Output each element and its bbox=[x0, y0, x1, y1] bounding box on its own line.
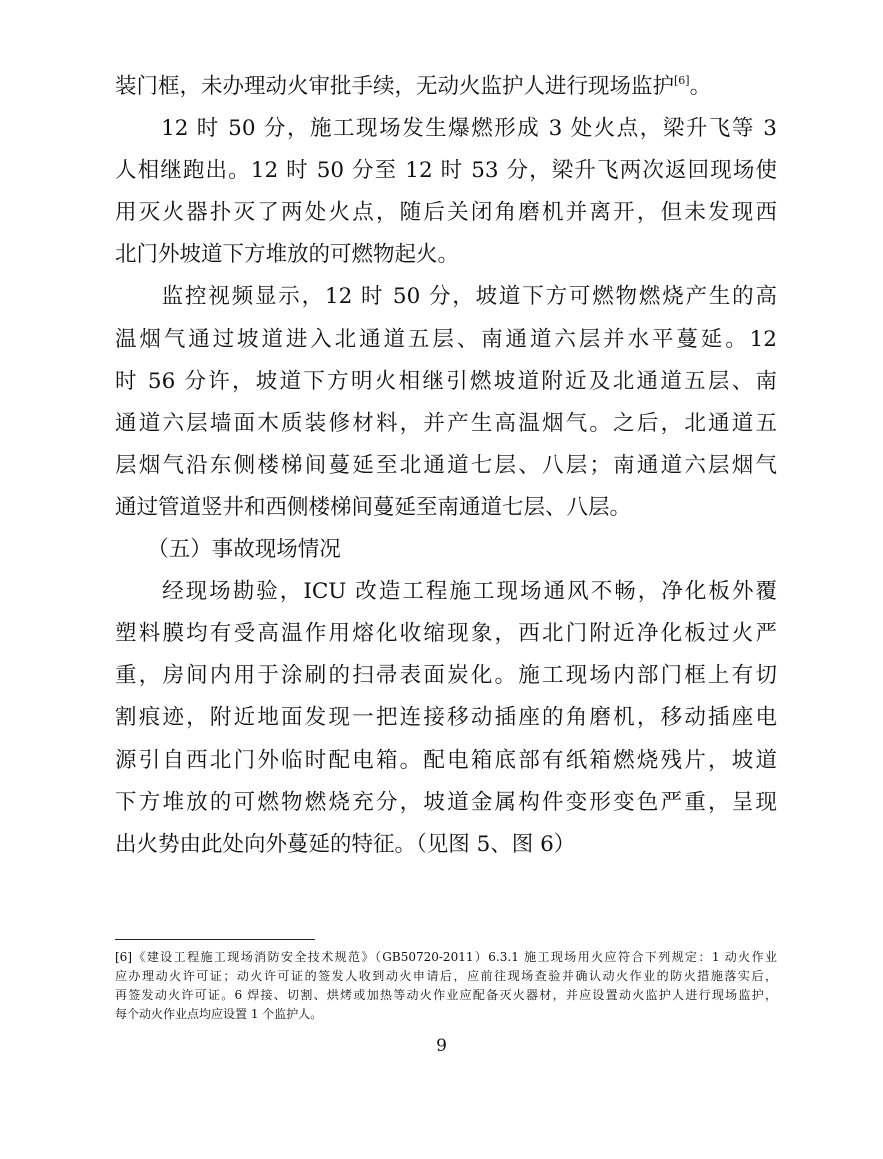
footnote-separator bbox=[115, 939, 315, 940]
footnote-ref-link[interactable]: [6] bbox=[674, 74, 690, 87]
line-text: 割痕迹，附近地面发现一把连接移动插座的角磨机，移动插座电 bbox=[115, 705, 777, 731]
body-line bbox=[115, 66, 777, 108]
line-text: 北门外坡道下方堆放的可燃物起火。 bbox=[115, 242, 460, 268]
line-text: 塑料膜均有受高温作用熔化收缩现象，西北门附近净化板过火严 bbox=[115, 621, 777, 647]
body-line bbox=[115, 782, 777, 824]
line-text: 出火势由此处向外蔓延的特征。（见图 5、图 6） bbox=[115, 831, 576, 857]
line-text: 通道六层墙面木质装修材料，并产生高温烟气。之后，北通道五 bbox=[115, 410, 777, 436]
footnote-line: [6]《建设工程施工现场消防安全技术规范》（GB50720-2011）6.3.1 施工现场用火应符合下列规定：1 动火作业 bbox=[115, 950, 777, 964]
body-line bbox=[115, 655, 777, 697]
footnote-line: 再签发动火许可证。6 焊接、切割、烘烤或加热等动火作业应配备灭火器材，并应设置动火监护人进行现场监护， bbox=[115, 988, 777, 1002]
line-text: 源引自西北门外临时配电箱。配电箱底部有纸箱燃烧残片，坡道 bbox=[115, 747, 777, 773]
page-number: 9 bbox=[436, 1036, 447, 1056]
line-text: 监控视频显示，12 时 50 分，坡道下方可燃物燃烧产生的高 bbox=[115, 284, 777, 310]
body-line bbox=[115, 403, 777, 445]
body-line bbox=[115, 319, 777, 361]
body-line bbox=[115, 697, 777, 739]
body-line bbox=[115, 571, 777, 613]
line-text: 层烟气沿东侧楼梯间蔓延至北通道七层、八层；南通道六层烟气 bbox=[115, 452, 777, 478]
line-text: 用灭火器扑灭了两处火点，随后关闭角磨机并离开，但未发现西 bbox=[115, 200, 777, 226]
line-text: 通过管道竖井和西侧楼梯间蔓延至南通道七层、八层。 bbox=[115, 494, 632, 520]
body-line bbox=[115, 276, 777, 318]
line-tail: 。 bbox=[689, 74, 712, 99]
body-line bbox=[115, 740, 777, 782]
line-text: 经现场勘验，ICU 改造工程施工现场通风不畅，净化板外覆 bbox=[115, 579, 777, 605]
body-text bbox=[115, 66, 777, 866]
body-line bbox=[115, 613, 777, 655]
line-text: 时 56 分许，坡道下方明火相继引燃坡道附近及北通道五层、南 bbox=[115, 368, 777, 394]
body-line bbox=[115, 361, 777, 403]
line-text: （五）事故现场情况 bbox=[115, 537, 341, 563]
line-text: 装门框，未办理动火审批手续，无动火监护人进行现场监护 bbox=[115, 74, 675, 99]
footnote bbox=[115, 948, 777, 1024]
line-text: 温烟气通过坡道进入北通道五层、南通道六层并水平蔓延。12 bbox=[115, 326, 777, 352]
line-text: 人相继跑出。12 时 50 分至 12 时 53 分，梁升飞两次返回现场使 bbox=[115, 158, 777, 184]
body-line bbox=[115, 108, 777, 150]
body-line bbox=[115, 445, 777, 487]
line-text: 重，房间内用于涂刷的扫帚表面炭化。施工现场内部门框上有切 bbox=[115, 663, 777, 689]
body-line bbox=[115, 487, 777, 529]
footnote-line: 应办理动火许可证；动火许可证的签发人收到动火申请后，应前往现场查验并确认动火作业的防火措施落实后， bbox=[115, 969, 777, 983]
line-text: 下方堆放的可燃物燃烧充分，坡道金属构件变形变色严重，呈现 bbox=[115, 789, 777, 815]
line-text: 12 时 50 分，施工现场发生爆燃形成 3 处火点，梁升飞等 3 bbox=[115, 116, 777, 142]
footnote-line: 每个动火作业点均应设置 1 个监护人。 bbox=[115, 1007, 323, 1021]
body-line bbox=[115, 529, 777, 571]
body-line bbox=[115, 192, 777, 234]
body-line bbox=[115, 824, 777, 866]
body-line bbox=[115, 234, 777, 276]
body-line bbox=[115, 150, 777, 192]
